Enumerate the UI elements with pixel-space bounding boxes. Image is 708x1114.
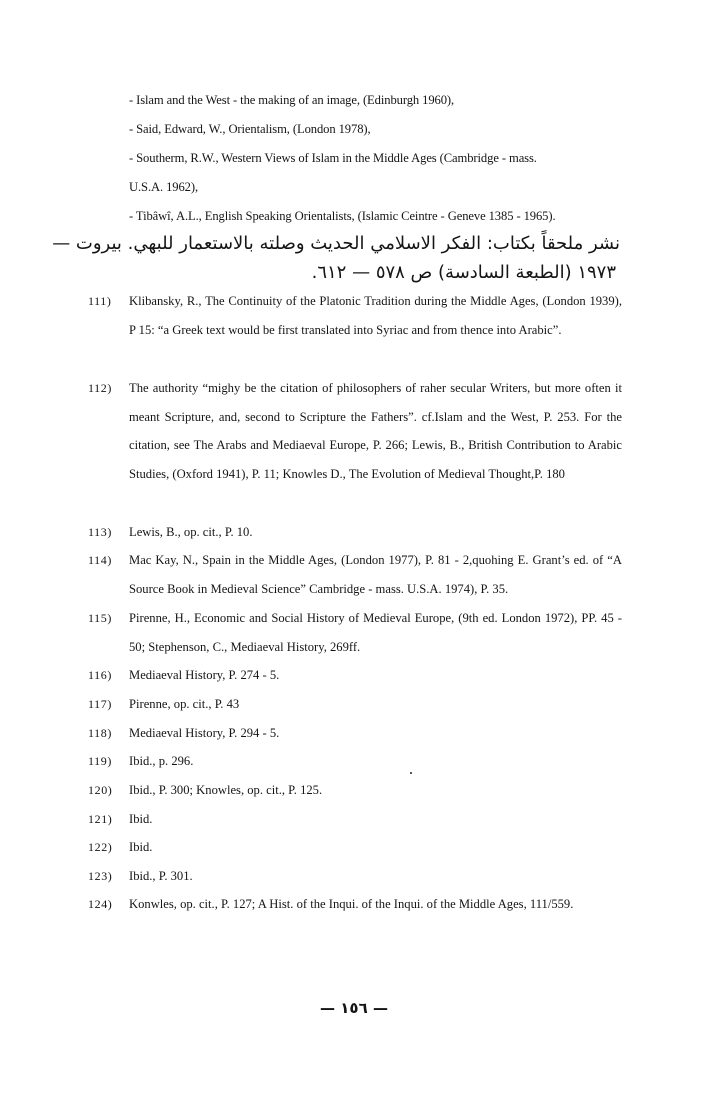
- footnote-number: 122): [88, 840, 113, 854]
- footnote-text: The authority “mighy be the citation of philosophers of raher secular Writers, but more often it meant Scripture, and, second to Scripture the Fathers”. cf.Islam and the West, P. 253. For the citation, see The Arabs and Mediaeval Europe, P. 266; Lewis, B., British Contribution to Arabic Studies, (Oxford 1941), P. 11; Knowles D., The Evolution of Medieval Thought,P. 180: [129, 381, 622, 482]
- footnote-number: 120): [88, 783, 113, 797]
- footnote-text: Mediaeval History, P. 294 - 5.: [129, 726, 280, 740]
- arabic-reference-line: نشر ملحقاً بكتاب: الفكر الاسلامي الحديث وصلته بالاستعمار للبهي. بيروت —: [52, 233, 620, 254]
- footnote-number: 119): [88, 754, 112, 768]
- footnote-number: 113): [88, 525, 112, 539]
- footnote-number: 123): [88, 869, 113, 883]
- footnote-text: Ibid., p. 296.: [129, 754, 194, 768]
- footnote-number: 111): [88, 294, 112, 308]
- footnote-text: Ibid.: [129, 840, 153, 854]
- arabic-reference-line: ١٩٧٣ (الطبعة السادسة) ص ٥٧٨ — ٦١٢.: [311, 262, 616, 283]
- footnote-text: Pirenne, op. cit., P. 43: [129, 697, 240, 711]
- bibliography-entry: - Tibâwî, A.L., English Speaking Orientalists, (Islamic Ceintre - Geneve 1385 - 1965).: [129, 209, 556, 223]
- footnote-text: Mac Kay, N., Spain in the Middle Ages, (London 1977), P. 81 - 2,quohing E. Grant’s ed. of “A Source Book in Medieval Science” Cambridge - mass. U.S.A. 1974), P. 35.: [129, 553, 622, 596]
- bibliography-entry: - Islam and the West - the making of an image, (Edinburgh 1960),: [129, 93, 455, 107]
- footnote-number: 118): [88, 726, 112, 740]
- ink-speck: [410, 772, 412, 774]
- bibliography-entry-continuation: U.S.A. 1962),: [129, 180, 199, 194]
- page-number: — ١٥٦ —: [320, 999, 388, 1017]
- footnote-text: Ibid.: [129, 812, 153, 826]
- footnote-text: Klibansky, R., The Continuity of the Platonic Tradition during the Middle Ages, (London 1939), P 15: “a Greek text would be first translated into Syriac and from thence into Arabic”.: [129, 294, 622, 337]
- footnote-number: 121): [88, 812, 113, 826]
- footnote-number: 116): [88, 668, 112, 682]
- footnote-text: Pirenne, H., Economic and Social History of Medieval Europe, (9th ed. London 1972), PP. 45 - 50; Stephenson, C., Mediaeval History, 269ff.: [129, 611, 622, 654]
- footnote-number: 115): [88, 611, 112, 625]
- footnote-text: Ibid., P. 301.: [129, 869, 193, 883]
- footnote-text: Mediaeval History, P. 274 - 5.: [129, 668, 280, 682]
- footnote-text: Lewis, B., op. cit., P. 10.: [129, 525, 253, 539]
- footnote-number: 124): [88, 897, 113, 911]
- footnote-number: 117): [88, 697, 112, 711]
- bibliography-entry: - Southerm, R.W., Western Views of Islam in the Middle Ages (Cambridge - mass.: [129, 151, 537, 165]
- footnote-text: Ibid., P. 300; Knowles, op. cit., P. 125.: [129, 783, 323, 797]
- footnote-number: 112): [88, 381, 112, 395]
- footnote-number: 114): [88, 553, 112, 567]
- footnote-text: Konwles, op. cit., P. 127; A Hist. of the Inqui. of the Inqui. of the Middle Ages, 111/559.: [129, 897, 574, 911]
- bibliography-entry: - Said, Edward, W., Orientalism, (London 1978),: [129, 122, 371, 136]
